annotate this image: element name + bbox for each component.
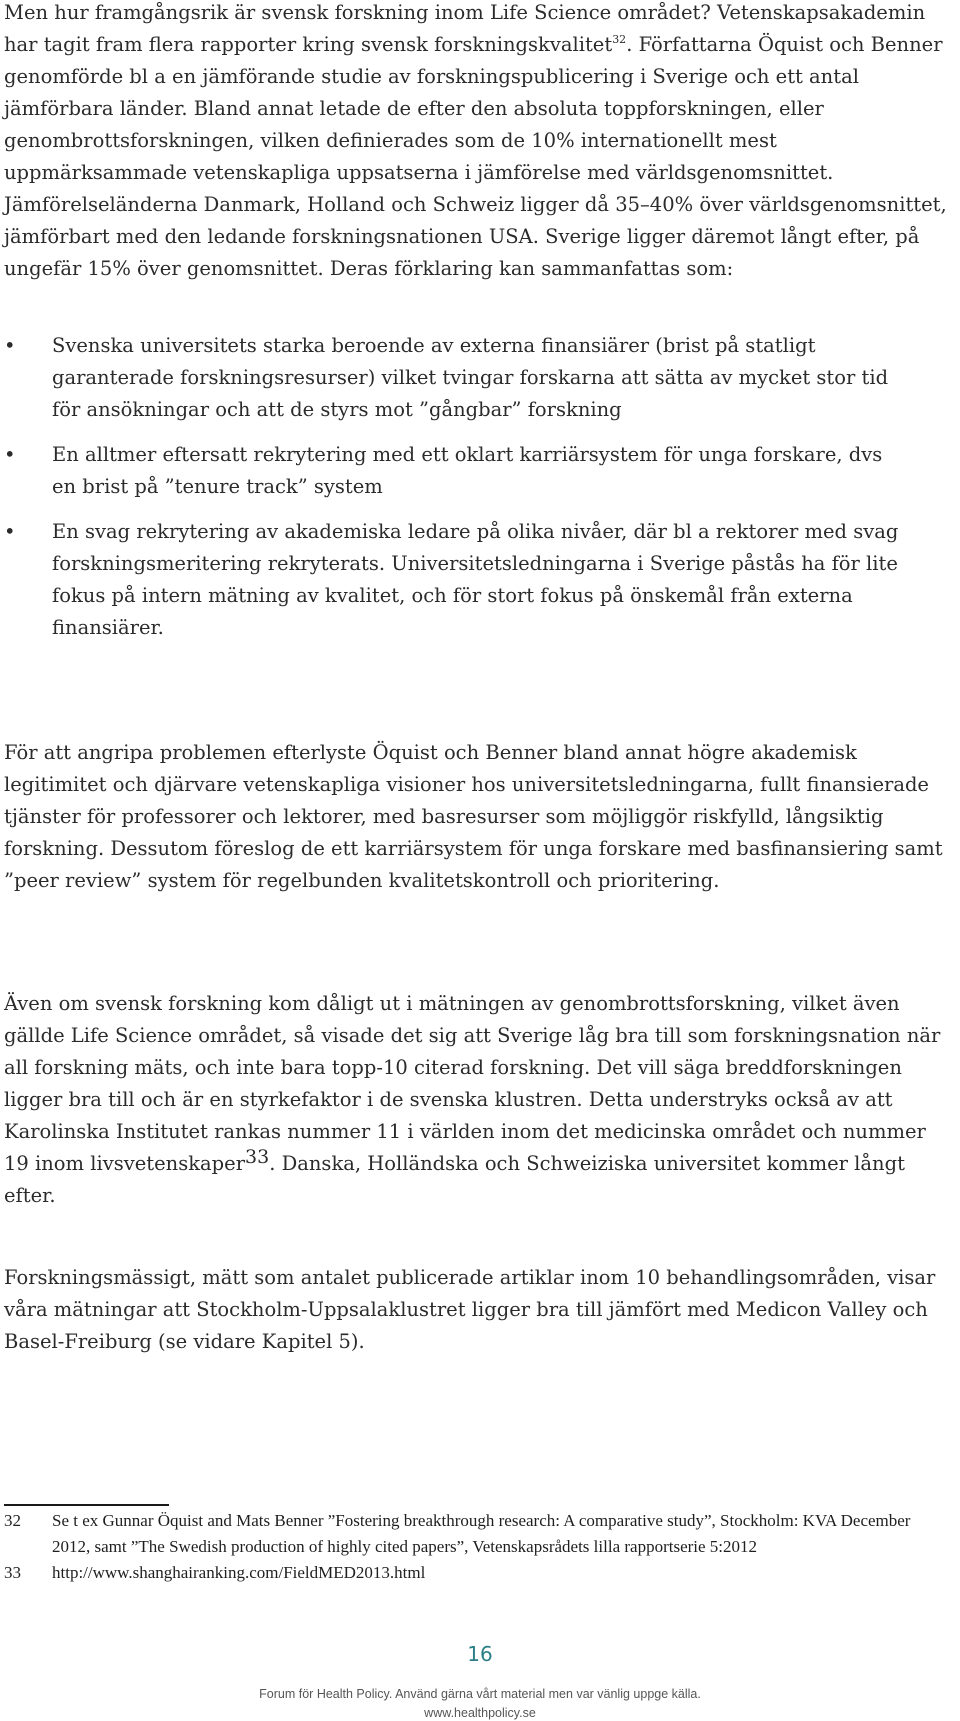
footnote-33	[4, 1560, 952, 1586]
footnote-text: Se t ex Gunnar Öquist and Mats Benner ”Fostering breakthrough research: A comparative study”, Stockholm: KVA December 2012, samt ”The Swedish production of highly cited papers”, Vetenskapsrådets lilla rapportserie 5:2012	[52, 1511, 911, 1556]
breadth-text-b: . Danska, Holländska och Schweiziska universitet kommer långt efter.	[4, 1152, 905, 1207]
footnote-number: 32	[4, 1511, 21, 1530]
footnote-link[interactable]: http://www.shanghairanking.com/FieldMED2013.html	[52, 1563, 426, 1582]
footnote-divider	[4, 1504, 169, 1506]
bullet-item-recruitment	[4, 439, 904, 503]
explanation-bullet-list	[4, 330, 904, 657]
page-number: 16	[467, 1642, 493, 1666]
breadth-research-paragraph	[4, 988, 952, 1212]
footnote-number: 33	[4, 1563, 21, 1582]
proposals-paragraph: För att angripa problemen efterlyste Öquist och Benner bland annat högre akademisk legitimitet och djärvare vetenskapliga visioner hos universitetsledningarna, fullt finansierade tjänster för professorer och lektorer, med basresurser som möjliggör riskfylld, långsiktig forskning. Dessutom föreslog de ett karriärsystem för unga forskare med basfinansiering samt ”peer review” system för regelbunden kvalitetskontroll och prioritering.	[4, 741, 943, 892]
footnote-ref-33[interactable]: 33	[245, 1146, 270, 1168]
bullet-text: En alltmer eftersatt rekrytering med ett oklart karriärsystem för unga forskare, dvs en brist på ”tenure track” system	[52, 443, 883, 498]
bullet-icon: •	[4, 520, 16, 543]
intro-paragraph	[4, 0, 952, 285]
footnote-ref-32[interactable]: 32	[612, 33, 627, 46]
footnote-32	[4, 1508, 952, 1560]
intro-text-b: . Författarna Öquist och Benner genomförde bl a en jämförande studie av forskningspublicering i Sverige och ett antal jämförbara länder. Bland annat letade de efter den absoluta toppforskningen, eller genombrottsforskningen, vilken definierades som de 10% internationellt mest uppmärksammade vetenskapliga uppsatserna i jämförelse med världsgenomsnittet. Jämförelseländerna Danmark, Holland och Schweiz ligger då 35–40% över världsgenomsnittet, jämförbart med den ledande forskningsnationen USA. Sverige ligger däremot långt efter, på ungefär 15% över genomsnittet. Deras förklaring kan sammanfattas som:	[4, 33, 947, 280]
footer-website-link[interactable]: www.healthpolicy.se	[424, 1706, 536, 1720]
bullet-icon: •	[4, 443, 16, 466]
publication-measurement-paragraph: Forskningsmässigt, mätt som antalet publicerade artiklar inom 10 behandlingsområden, visar våra mätningar att Stockholm-Uppsalaklustret ligger bra till jämfört med Medicon Valley och Basel-Freiburg (se vidare Kapitel 5).	[4, 1266, 936, 1353]
breadth-text-a: Även om svensk forskning kom dåligt ut i mätningen av genombrottsforskning, vilket även gällde Life Science området, så visade det sig att Sverige låg bra till som forskningsnation när all forskning mäts, och inte bara topp-10 citerad forskning. Det vill säga breddforskningen ligger bra till och är en styrkefaktor i de svenska klustren. Detta understryks också av att Karolinska Institutet rankas nummer 11 i världen inom det medicinska området och nummer 19 inom livsvetenskaper	[4, 992, 941, 1175]
footer-credit: Forum för Health Policy. Använd gärna vårt material men var vänlig uppge källa.	[259, 1687, 701, 1701]
bullet-text: En svag rekrytering av akademiska ledare på olika nivåer, där bl a rektorer med svag forskningsmeritering rekryterats. Universitetsledningarna i Sverige påstås ha för lite fokus på intern mätning av kvalitet, och för stort fokus på önskemål från externa finansiärer.	[52, 520, 899, 639]
footnotes	[4, 1508, 952, 1586]
intro-text-a: Men hur framgångsrik är svensk forskning inom Life Science området? Vetenskapsakademin har tagit fram flera rapporter kring svensk forskningskvalitet	[4, 1, 926, 56]
bullet-item-leadership	[4, 516, 904, 644]
bullet-text: Svenska universitets starka beroende av externa finansiärer (brist på statligt garanterade forskningsresurser) vilket tvingar forskarna att sätta av mycket stor tid för ansökningar och att de styrs mot ”gångbar” forskning	[52, 334, 889, 421]
bullet-icon: •	[4, 334, 16, 357]
bullet-item-funding	[4, 330, 904, 426]
